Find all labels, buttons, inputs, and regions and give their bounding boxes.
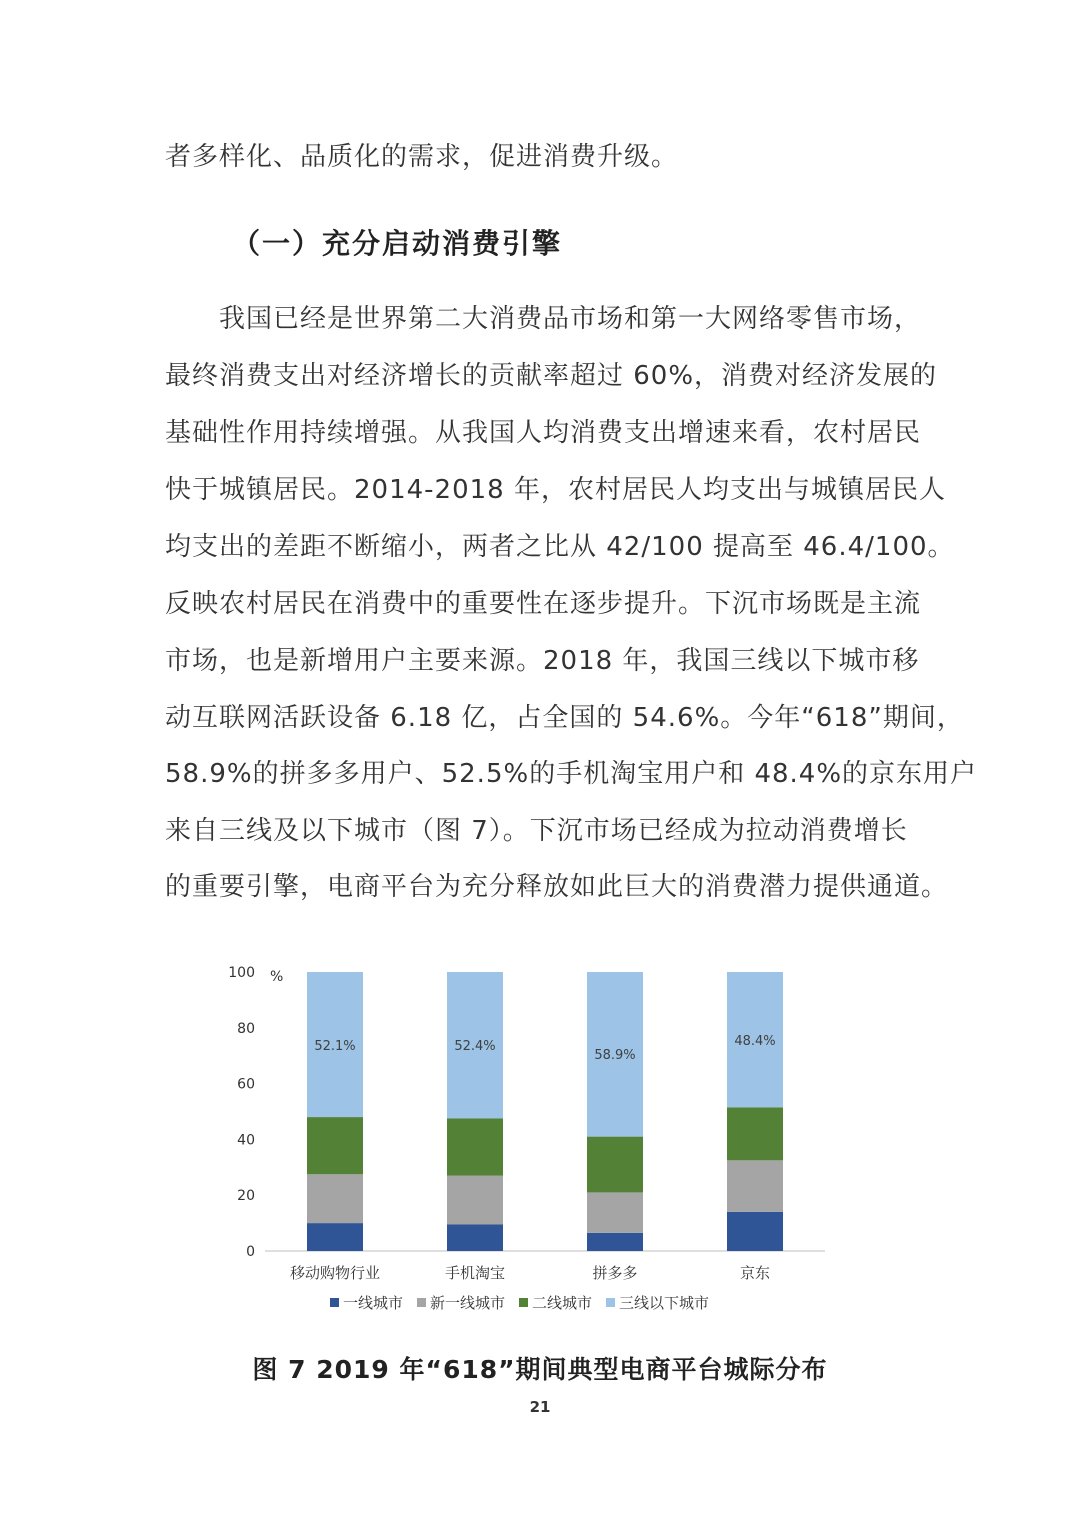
legend-swatch [330,1298,339,1307]
y-tick-label: 100 [228,965,255,981]
bar-segment [307,1223,363,1251]
bar-segment [727,1212,783,1251]
legend-item [606,1292,709,1313]
y-axis-unit: % [270,969,284,985]
section-heading: （一）充分启动消费引擎 [232,227,563,260]
legend-label: 一线城市 [343,1294,404,1312]
legend-item [417,1292,505,1313]
legend-swatch [606,1298,615,1307]
paragraph-line: 快于城镇居民。2014-2018 年，农村居民人均支出与城镇居民人 [165,475,946,505]
bar-segment [727,1107,783,1160]
stacked-bar-chart [220,955,840,1325]
intro-line: 者多样化、品质化的需求，促进消费升级。 [165,142,679,172]
x-tick-label: 拼多多 [592,1264,638,1282]
paragraph-line: 市场，也是新增用户主要来源。2018 年，我国三线以下城市移 [165,646,920,676]
page-number: 21 [529,1398,551,1416]
y-tick-label: 80 [237,1020,255,1037]
data-label: 58.9% [594,1048,636,1063]
bar-segment [587,1192,643,1232]
bar-segment [727,1160,783,1212]
bar-segment [447,1176,503,1225]
paragraph-line: 最终消费支出对经济增长的贡献率超过 60%，消费对经济发展的 [165,361,938,391]
paragraph-line: 的重要引擎，电商平台为充分释放如此巨大的消费潜力提供通道。 [165,872,949,902]
legend-item [330,1292,403,1313]
figure-caption: 图 7 2019 年“618”期间典型电商平台城际分布 [252,1355,828,1384]
legend-swatch [519,1298,528,1307]
bar-segment [307,1117,363,1174]
paragraph-line: 动互联网活跃设备 6.18 亿，占全国的 54.6%。今年“618”期间， [165,703,964,733]
x-tick-label: 京东 [739,1264,771,1282]
chart-legend [330,1292,709,1313]
y-tick-label: 40 [237,1132,255,1149]
data-label: 52.4% [454,1039,496,1054]
legend-swatch [417,1298,426,1307]
chart-svg [220,955,840,1285]
data-label: 48.4% [734,1034,776,1049]
bar-segment [587,1233,643,1251]
legend-label: 新一线城市 [430,1294,506,1312]
paragraph-line: 基础性作用持续增强。从我国人均消费支出增速来看，农村居民 [165,418,922,448]
bar-segment [447,1224,503,1251]
paragraph-line: 58.9%的拼多多用户、52.5%的手机淘宝用户和 48.4%的京东用户 [165,759,978,789]
data-label: 52.1% [314,1039,356,1054]
x-tick-label: 移动购物行业 [289,1264,381,1282]
bar-segment [447,1118,503,1175]
y-tick-label: 0 [246,1244,255,1260]
paragraph-line: 我国已经是世界第二大消费品市场和第一大网络零售市场， [165,304,922,334]
legend-label: 二线城市 [532,1294,593,1312]
paragraph-line: 来自三线及以下城市（图 7）。下沉市场已经成为拉动消费增长 [165,816,908,846]
bar-segment [587,1137,643,1193]
legend-label: 三线以下城市 [619,1294,710,1312]
paragraph-line: 反映农村居民在消费中的重要性在逐步提升。下沉市场既是主流 [165,589,922,619]
legend-item [519,1292,592,1313]
bar-segment [307,1174,363,1223]
y-tick-label: 60 [237,1076,255,1093]
paragraph-line: 均支出的差距不断缩小，两者之比从 42/100 提高至 46.4/100。 [165,532,955,562]
y-tick-label: 20 [237,1188,255,1205]
x-tick-label: 手机淘宝 [444,1264,506,1282]
